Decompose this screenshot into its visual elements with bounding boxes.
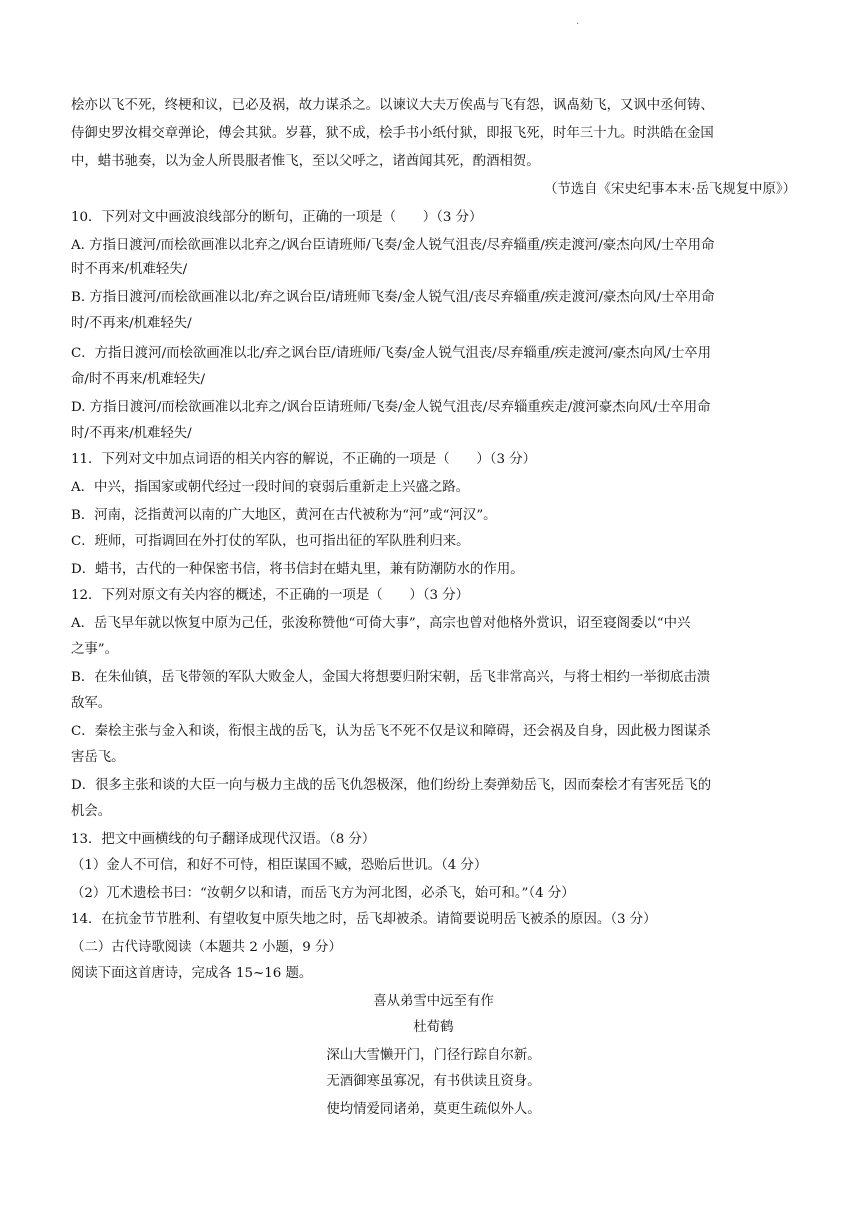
q12-option-a: A．岳飞早年就以恢复中原为己任，张浚称赞他“可倚大事”，高宗也曾对他格外赏识，诏至寝阁委以“中兴 xyxy=(71,616,691,631)
q10-option-a-cont: 时不再来/机难轻失/ xyxy=(71,262,188,277)
page-mark: . xyxy=(576,16,580,27)
q11-option-d: D．蜡书，古代的一种保密书信，将书信封在蜡丸里，兼有防潮防水的作用。 xyxy=(71,562,524,577)
q10-option-d: D. 方指日渡河/而桧欲画准以北弃之/讽台臣请班师/飞奏/金人锐气沮丧/尽弃辎重疾走/渡河豪杰向风/士卒用命 xyxy=(71,400,711,415)
question-11: 11．下列对文中加点词语的相关内容的解说，不正确的一项是（ ）（3 分） xyxy=(71,452,537,467)
q12-option-c-cont: 害岳飞。 xyxy=(71,750,125,765)
poem-line-1: 深山大雪懒开门，门径行踪自尔新。 xyxy=(326,1048,541,1063)
section-heading-poetry: （二）古代诗歌阅读（本题共 2 小题，9 分） xyxy=(71,940,342,955)
q13-part-1: （1）金人不可信，和好不可恃，相臣谋国不臧，恐贻后世讥。（4 分） xyxy=(71,858,488,873)
question-12: 12．下列对原文有关内容的概述，不正确的一项是（ ）（3 分） xyxy=(71,588,470,603)
q11-option-c: C．班师，可指调回在外打仗的军队，也可指出征的军队胜利归来。 xyxy=(71,534,470,549)
q12-option-c: C．秦桧主张与金入和谈，衔恨主战的岳飞，认为岳飞不死不仅是议和障碍，还会祸及自身，因此极力图谋杀 xyxy=(71,724,711,739)
q10-option-c-cont: 命/时不再来/机难轻失/ xyxy=(71,372,206,387)
poem-title: 喜从弟雪中远至有作 xyxy=(373,994,494,1009)
source-citation: （节选自《宋史纪事本末·岳飞规复中原》） xyxy=(544,182,796,197)
q12-option-d-cont: 机会。 xyxy=(71,804,112,819)
passage-line-3: 中，蜡书驰奏，以为金人所畏服者惟飞，至以父呼之，诸酋闻其死，酌酒相贺。 xyxy=(71,154,540,169)
q10-option-b: B. 方指日渡河/而桧欲画准以北/弃之讽台臣/请班师飞奏/金人锐气沮/丧尽弃辎重/疾走渡河/豪杰向风/士卒用命 xyxy=(71,290,715,305)
q12-option-d: D．很多主张和谈的大臣一向与极力主战的岳飞仇怨极深，他们纷纷上奏弹劾岳飞，因而秦桧才有害死岳飞的 xyxy=(71,778,712,793)
q10-option-c: C．方指日渡河/而桧欲画准以北/弃之讽台臣/请班师/飞奏/金人锐气沮丧/尽弃辎重/疾走渡河/豪杰向风/士卒用 xyxy=(71,346,712,361)
question-13: 13．把文中画横线的句子翻译成现代汉语。（8 分） xyxy=(71,832,376,847)
q10-option-a: A. 方指日渡河/而桧欲画准以北弃之/讽台臣请班师/飞奏/金人锐气沮丧/尽弃辎重/疾走渡河/豪杰向风/士卒用命 xyxy=(71,238,715,253)
poem-line-2: 无酒御寒虽寡况，有书供读且资身。 xyxy=(326,1074,541,1089)
q10-option-d-cont: 时/不再来/机难轻失/ xyxy=(71,426,192,441)
passage-line-2: 侍御史罗汝楫交章弹论，傅会其狱。岁暮，狱不成，桧手书小纸付狱，即报飞死，时年三十九。时洪皓在金国 xyxy=(71,126,714,141)
q12-option-a-cont: 之事”。 xyxy=(71,642,119,657)
poem-line-3: 使均情爱同诸弟，莫更生疏似外人。 xyxy=(326,1102,541,1117)
passage-line-1: 桧亦以飞不死，终梗和议，已必及祸，故力谋杀之。以谏议大夫万俟卨与飞有怨，讽卨劾飞，又讽中丞何铸、 xyxy=(71,98,714,113)
question-10: 10．下列对文中画波浪线部分的断句，正确的一项是（ ）（3 分） xyxy=(71,210,483,225)
poem-author: 杜荀鹤 xyxy=(413,1020,454,1035)
q11-option-b: B．河南，泛指黄河以南的广大地区，黄河在古代被称为“河”或“河汉”。 xyxy=(71,508,497,523)
q12-option-b-cont: 敌军。 xyxy=(71,696,112,711)
question-14: 14．在抗金节节胜利、有望收复中原失地之时，岳飞却被杀。请简要说明岳飞被杀的原因。（3 分） xyxy=(71,912,657,927)
q12-option-b: B．在朱仙镇，岳飞带领的军队大败金人，金国大将想要归附宋朝，岳飞非常高兴，与将士相约一举彻底击溃 xyxy=(71,670,711,685)
q13-part-2: （2）兀术遗桧书曰：“汝朝夕以和请，而岳飞方为河北图，必杀飞，始可和。”（4 分） xyxy=(71,886,575,901)
poetry-instruction: 阅读下面这首唐诗，完成各 15~16 题。 xyxy=(71,966,313,981)
q11-option-a: A．中兴，指国家或朝代经过一段时间的衰弱后重新走上兴盛之路。 xyxy=(71,480,469,495)
q10-option-b-cont: 时/不再来/机难轻失/ xyxy=(71,316,192,331)
